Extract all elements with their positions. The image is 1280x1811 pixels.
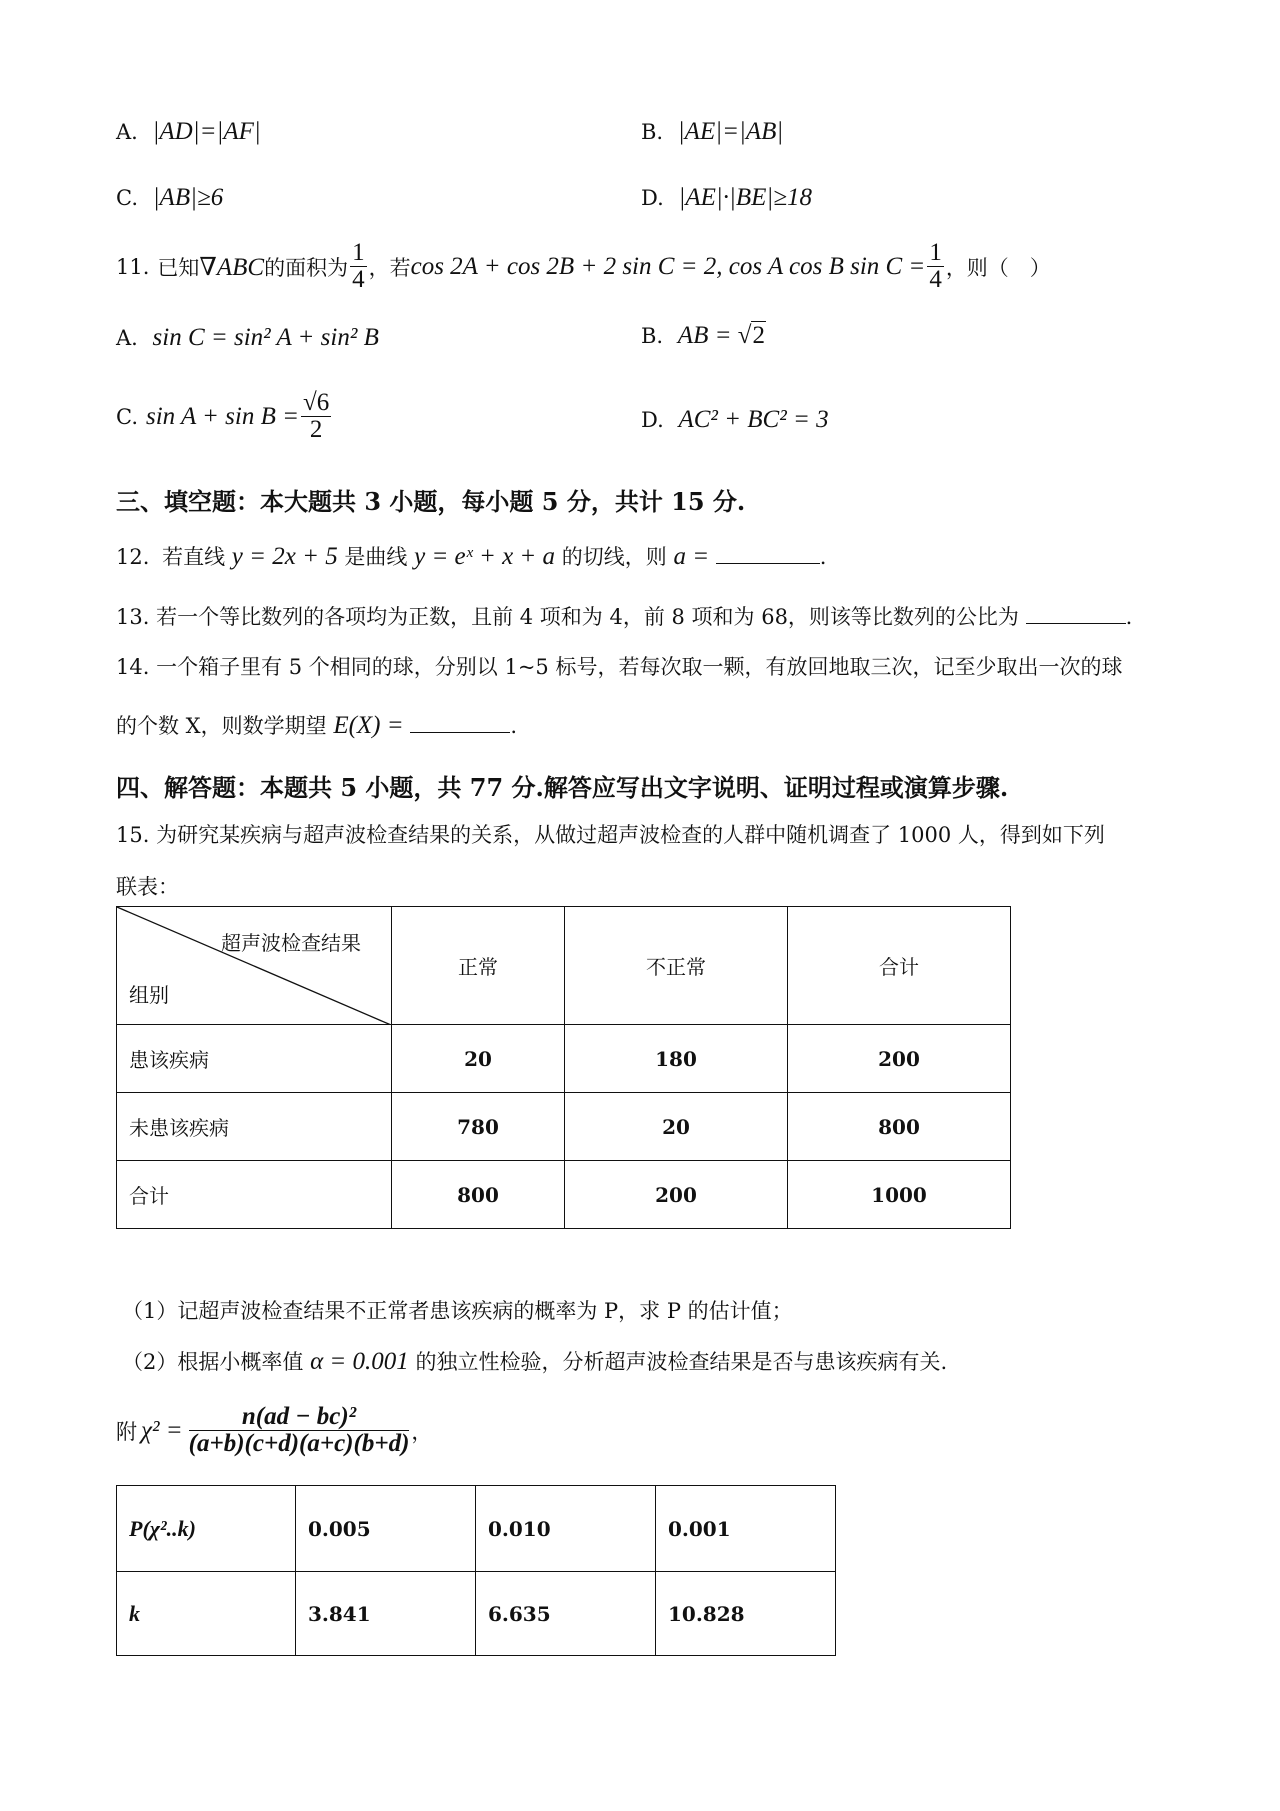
option-expr: |AD|=|AF| xyxy=(152,118,261,145)
q11-post: ，则（ ） xyxy=(945,255,1051,280)
option-expr-prefix: sin A + sin B = xyxy=(146,402,299,430)
part2-pre: （2）根据小概率值 xyxy=(122,1350,304,1374)
critical-value-table xyxy=(116,1485,836,1656)
q10-option-c xyxy=(116,184,223,212)
fraction-numerator: 1 xyxy=(352,239,365,266)
table-row xyxy=(117,1161,1011,1229)
q14-line1: 14. 一个箱子里有 5 个相同的球，分别以 1~5 标号，若每次取一颗，有放回地取三次，记至少取出一次的球 xyxy=(116,655,1123,679)
q11-stem xyxy=(116,240,1051,293)
q11-mid: 的面积为 xyxy=(264,255,349,280)
section-3-heading: 三、填空题：本大题共 3 小题，每小题 5 分，共计 15 分. xyxy=(116,487,746,516)
table-cell: 1000 xyxy=(788,1161,1011,1229)
q11-option-d xyxy=(641,406,829,434)
option-label: C. xyxy=(116,404,138,429)
table-cell: 800 xyxy=(788,1093,1011,1161)
answer-blank xyxy=(410,714,510,733)
q12-var: a = xyxy=(673,543,710,570)
q14-text: 的个数 X，则数学期望 xyxy=(116,714,327,738)
answer-blank xyxy=(716,545,820,564)
option-label: B. xyxy=(641,120,664,144)
fraction-numerator: √6 xyxy=(302,389,330,416)
q13-text: 13. 若一个等比数列的各项均为正数，且前 4 项和为 4，前 8 项和为 68，则该等比数列的公比为 xyxy=(116,605,1019,629)
q11-option-a xyxy=(116,324,379,352)
option-label: C. xyxy=(116,186,138,210)
formula-end: ， xyxy=(411,1419,433,1444)
table-cell: 20 xyxy=(392,1025,565,1093)
option-expr: sin C = sin² A + sin² B xyxy=(152,324,379,351)
q11-area-fraction xyxy=(350,240,367,293)
option-label: A. xyxy=(116,120,138,144)
q14-line2 xyxy=(116,710,517,740)
q15-part1: （1）记超声波检查结果不正常者患该疾病的概率为 P，求 P 的估计值； xyxy=(122,1299,793,1323)
q15-part2 xyxy=(122,1346,947,1376)
fraction-denominator: 4 xyxy=(352,266,365,293)
table-header-row xyxy=(117,907,1011,1025)
answer-blank xyxy=(1026,605,1126,624)
table-cell: 0.010 xyxy=(476,1486,656,1572)
table-cell: 800 xyxy=(392,1161,565,1229)
column-header: 合计 xyxy=(788,907,1011,1025)
sqrt-expression: √2 xyxy=(737,322,765,349)
fraction-denominator: 2 xyxy=(309,416,323,443)
table-row xyxy=(117,1025,1011,1093)
formula-denominator: (a+b)(c+d)(a+c)(b+d) xyxy=(188,1430,410,1457)
q11-pre: 已知 xyxy=(157,255,200,280)
q11-triangle: ∇ABC xyxy=(199,253,265,281)
formula-numerator: n(ad − bc)² xyxy=(189,1404,410,1431)
q10-option-d xyxy=(641,184,812,212)
period: . xyxy=(510,714,517,738)
option-expr: |AE|=|AB| xyxy=(677,118,784,145)
column-header: 正常 xyxy=(392,907,565,1025)
option-expr-prefix: AB = xyxy=(677,322,738,349)
table-cell: 20 xyxy=(565,1093,788,1161)
q11-condition: cos 2A + cos 2B + 2 sin C = 2, cos A cos B sin C = xyxy=(410,252,926,280)
radicand: 2 xyxy=(752,322,765,349)
option-label: A. xyxy=(116,326,138,350)
question-number: 11. xyxy=(116,254,150,279)
q12-curve: y = eˣ + x + a xyxy=(414,543,556,570)
q10-option-b xyxy=(641,118,783,146)
q11-cond-fraction xyxy=(927,240,944,293)
period: . xyxy=(819,545,827,569)
part2-post: 的独立性检验，分析超声波检查结果是否与患该疾病有关. xyxy=(415,1350,948,1374)
row-label: 未患该疾病 xyxy=(117,1093,392,1161)
row-label: P(χ²..k) xyxy=(117,1486,296,1572)
option-expr: AC² + BC² = 3 xyxy=(678,406,829,433)
q13 xyxy=(116,601,1132,631)
table-row xyxy=(117,1093,1011,1161)
option-expr: |AB|≥6 xyxy=(152,184,224,211)
q11-option-b xyxy=(641,322,766,350)
question-number: 12. xyxy=(116,545,150,569)
row-label: k xyxy=(117,1572,296,1656)
table-cell: 10.828 xyxy=(656,1572,836,1656)
fraction-denominator: 4 xyxy=(929,266,942,293)
q11-option-c xyxy=(116,390,333,443)
option-fraction xyxy=(301,390,331,443)
radicand: 6 xyxy=(316,389,330,416)
corner-bottom-label: 组别 xyxy=(129,983,169,1007)
table-cell: 780 xyxy=(392,1093,565,1161)
option-expr: |AE|·|BE|≥18 xyxy=(678,184,812,211)
formula-lhs: χ² = xyxy=(141,1416,183,1444)
table-row xyxy=(117,1486,836,1572)
q15-line2: 联表： xyxy=(116,875,179,899)
option-label: D. xyxy=(641,186,664,210)
q12-mid: 是曲线 xyxy=(344,545,408,569)
row-label: 患该疾病 xyxy=(117,1025,392,1093)
corner-top-label: 超声波检查结果 xyxy=(221,931,361,955)
table-cell: 200 xyxy=(788,1025,1011,1093)
formula-prefix: 附 xyxy=(116,1419,137,1444)
table-cell: 0.005 xyxy=(296,1486,476,1572)
fraction-numerator: 1 xyxy=(929,239,942,266)
table-cell: 0.001 xyxy=(656,1486,836,1572)
table-corner-cell xyxy=(117,907,392,1025)
q12-pre: 若直线 xyxy=(162,545,226,569)
table-cell: 200 xyxy=(565,1161,788,1229)
table-cell: 6.635 xyxy=(476,1572,656,1656)
column-header: 不正常 xyxy=(565,907,788,1025)
q12 xyxy=(116,541,826,571)
chi-square-formula xyxy=(116,1404,432,1457)
table-row xyxy=(117,1572,836,1656)
table-cell: 180 xyxy=(565,1025,788,1093)
q15-line1: 15. 为研究某疾病与超声波检查结果的关系，从做过超声波检查的人群中随机调查了 1000 人，得到如下列 xyxy=(116,823,1105,847)
q14-expr: E(X) = xyxy=(333,712,404,739)
option-label: D. xyxy=(641,408,664,432)
contingency-table xyxy=(116,906,1011,1229)
period: . xyxy=(1125,605,1133,629)
option-label: B. xyxy=(641,324,664,348)
section-4-heading: 四、解答题：本题共 5 小题，共 77 分.解答应写出文字说明、证明过程或演算步骤. xyxy=(116,773,1009,802)
formula-fraction xyxy=(189,1404,410,1457)
part2-alpha: α = 0.001 xyxy=(310,1348,409,1375)
q10-option-a xyxy=(116,118,261,146)
row-label: 合计 xyxy=(117,1161,392,1229)
q12-post: 的切线，则 xyxy=(561,545,667,569)
q12-line: y = 2x + 5 xyxy=(231,543,338,570)
q11-cond-pre: ，若 xyxy=(368,255,411,280)
table-cell: 3.841 xyxy=(296,1572,476,1656)
